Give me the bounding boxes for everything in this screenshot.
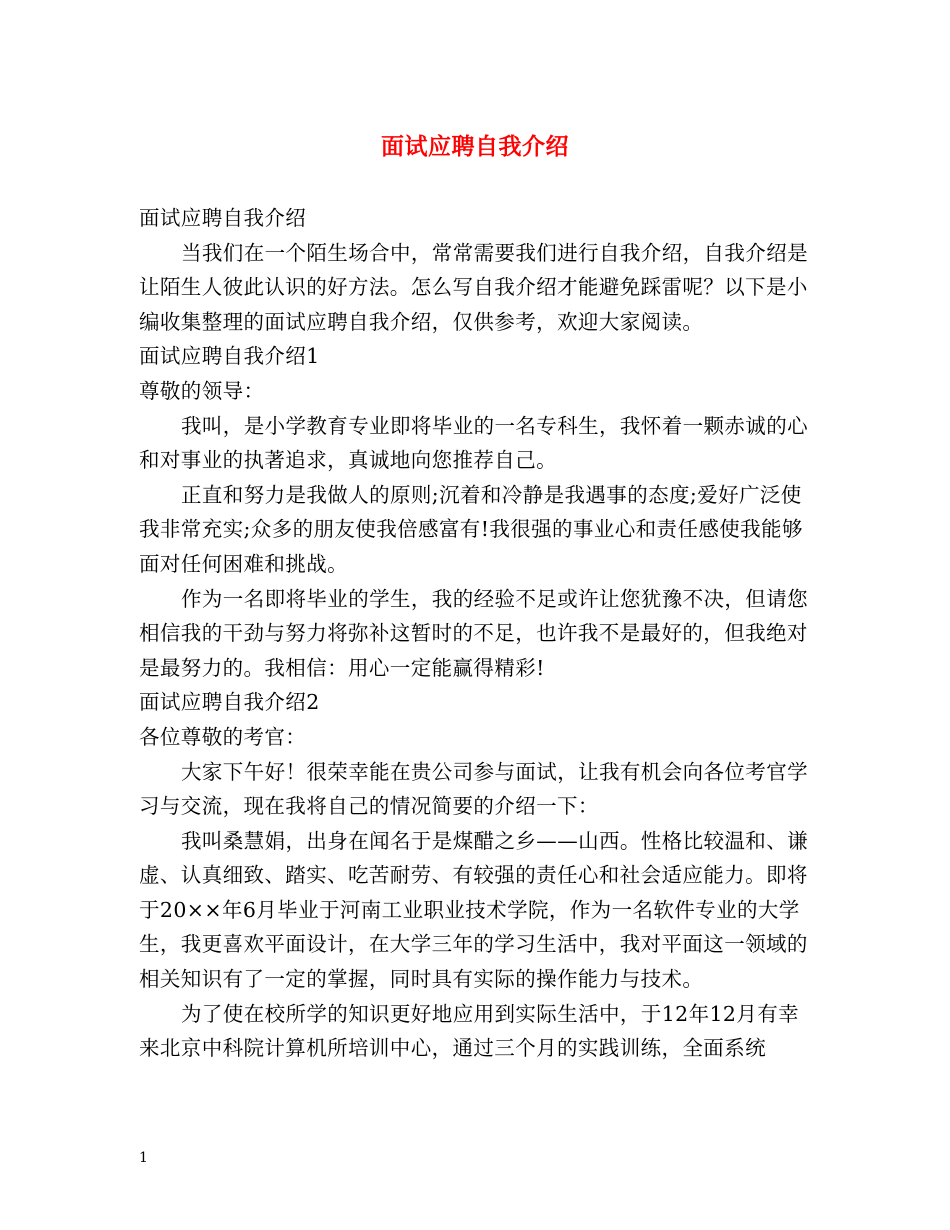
page-number: 1 — [139, 1150, 148, 1166]
section-heading-1: 面试应聘自我介绍1 — [139, 344, 320, 369]
body-paragraph: 正直和努力是我做人的原则;沉着和冷静是我遇事的态度;爱好广泛使我非常充实;众多的朋友使我倍感富有!我很强的事业心和责任感使我能够面对任何困难和挑战。 — [139, 482, 803, 576]
body-paragraph: 我叫，是小学教育专业即将毕业的一名专科生，我怀着一颗赤诚的心和对事业的执著追求，真诚地向您推荐自己。 — [139, 413, 808, 473]
salutation-2: 各位尊敬的考官： — [139, 724, 307, 749]
body-paragraph: 作为一名即将毕业的学生，我的经验不足或许让您犹豫不决，但请您相信我的干劲与努力将弥补这暂时的不足，也许我不是最好的，但我绝对是最努力的。我相信：用心一定能赢得精彩! — [139, 586, 808, 680]
body-paragraph: 我叫桑慧娟，出身在闻名于是煤醋之乡——山西。性格比较温和、谦虚、认真细致、踏实、吃苦耐劳、有较强的责任心和社会适应能力。即将于20××年6月毕业于河南工业职业技术学院，作为一名软件专业的大学生，我更喜欢平面设计，在大学三年的学习生活中，我对平面这一领域的相关知识有了一定的掌握，同时具有实际的操作能力与技术。 — [139, 828, 808, 992]
section-heading-2: 面试应聘自我介绍2 — [139, 690, 320, 715]
section-heading: 面试应聘自我介绍 — [139, 206, 307, 230]
body-paragraph: 为了使在校所学的知识更好地应用到实际生活中，于12年12月有幸来北京中科院计算机所培训中心，通过三个月的实践训练，全面系统 — [139, 1001, 800, 1061]
intro-paragraph: 当我们在一个陌生场合中，常常需要我们进行自我介绍，自我介绍是让陌生人彼此认识的好方法。怎么写自我介绍才能避免踩雷呢？以下是小编收集整理的面试应聘自我介绍，仅供参考，欢迎大家阅读。 — [139, 240, 808, 334]
document-title: 面试应聘自我介绍 — [381, 133, 569, 160]
salutation-1: 尊敬的领导： — [139, 378, 265, 403]
body-paragraph: 大家下午好！很荣幸能在贵公司参与面试，让我有机会向各位考官学习与交流，现在我将自己的情况简要的介绍一下： — [139, 759, 808, 819]
document-body — [139, 201, 815, 1066]
